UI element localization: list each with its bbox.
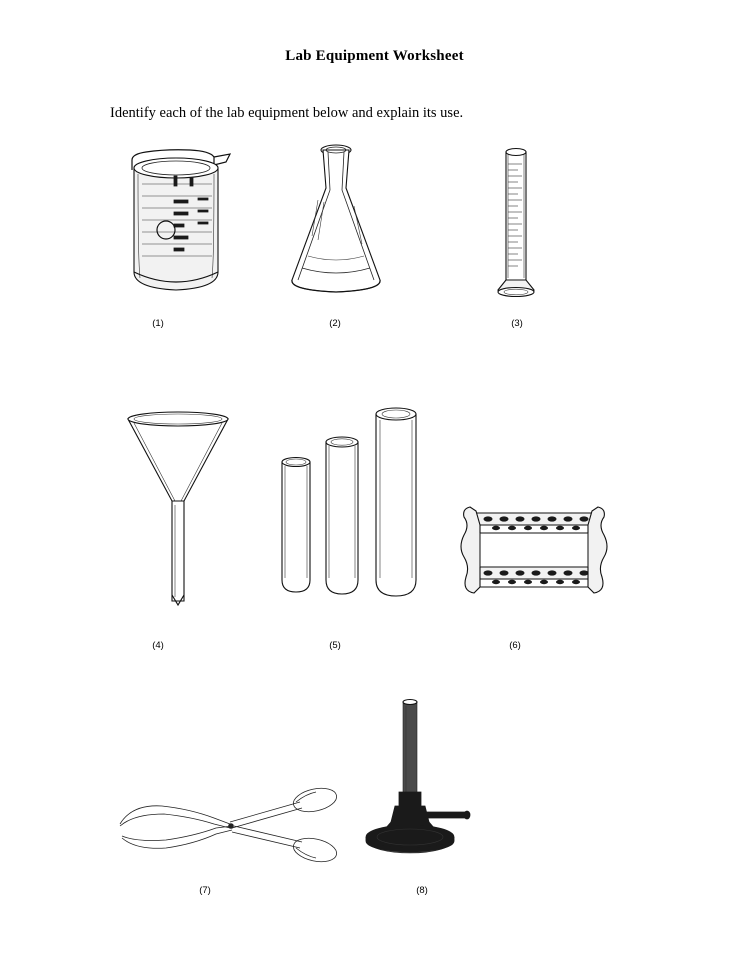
caption-8: (8) (416, 885, 428, 896)
caption-6: (6) (509, 640, 521, 651)
page-title: Lab Equipment Worksheet (285, 48, 464, 64)
figure-test-tubes (270, 400, 430, 615)
caption-2: (2) (329, 318, 341, 329)
figure-erlenmeyer-flask (278, 140, 398, 305)
instruction-text: Identify each of the lab equipment below and explain its use. (110, 105, 464, 121)
caption-4: (4) (152, 640, 164, 651)
caption-1: (1) (152, 318, 164, 329)
figure-graduated-cylinder (480, 140, 560, 305)
caption-7: (7) (199, 885, 211, 896)
figure-beaker (118, 140, 238, 305)
figure-test-tube-rack (452, 495, 617, 610)
caption-5: (5) (329, 640, 341, 651)
figure-bunsen-burner (355, 688, 495, 868)
caption-3: (3) (511, 318, 523, 329)
figure-crucible-tongs (110, 780, 340, 870)
figure-funnel (118, 405, 238, 620)
